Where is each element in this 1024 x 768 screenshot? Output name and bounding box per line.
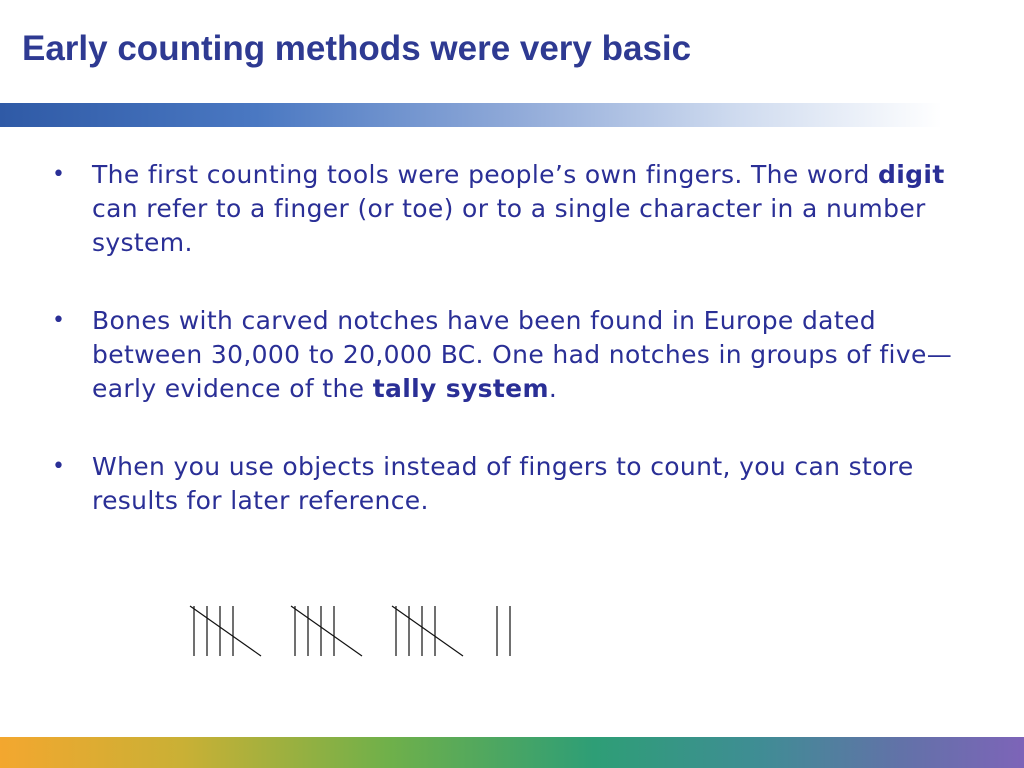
tally-group [497,606,510,656]
bullet-item-fingers [52,158,972,260]
bullet-item-bones [52,304,972,406]
tally-group [291,606,362,656]
tally-cross-stroke [291,606,362,656]
term-tally-system: tally system [372,374,549,403]
term-digit: digit [878,160,945,189]
bullet-marker: • [52,308,66,333]
tally-group [190,606,261,656]
bullet-text-part: When you use objects instead of fingers to count, you can store results for later reference. [92,452,914,515]
bullet-text-part: Bones with carved notches have been found in Europe dated between 30,000 to 20,000 BC. One had notches in groups of five—early evidence of the [92,306,953,403]
tally-cross-stroke [190,606,261,656]
bullet-text [92,452,914,515]
bullet-text-part: can refer to a finger (or toe) or to a single character in a number system. [92,194,926,257]
bullet-item-objects [52,450,972,518]
bullet-text [92,306,952,403]
bullet-marker: • [52,454,66,479]
bullet-text-part: . [548,374,558,403]
bottom-gradient-bar [0,737,1024,768]
slide-title: Early counting methods were very basic [22,29,692,68]
tally-cross-stroke [392,606,463,656]
bullet-marker: • [52,162,66,187]
bullet-text [92,160,945,257]
bullet-text-part: The first counting tools were people’s own fingers. The word [92,160,878,189]
bullet-list [52,158,972,562]
tally-group [392,606,463,656]
tally-marks-illustration [186,600,556,662]
title-underline-gradient [0,103,1024,127]
